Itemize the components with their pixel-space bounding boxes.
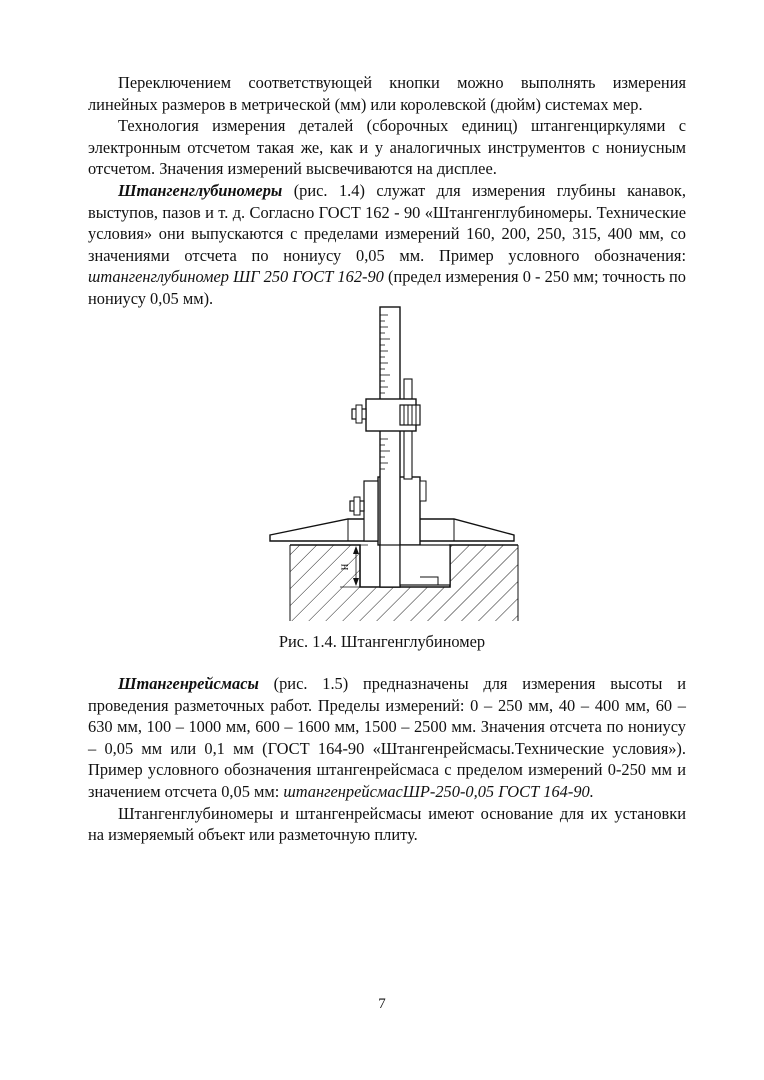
page-number: 7 xyxy=(378,996,386,1012)
text-block-bottom xyxy=(88,673,686,846)
text-block-top xyxy=(88,72,686,310)
term-height-gauges: Штангенрейсмасы xyxy=(118,674,259,693)
depth-gauges-text: (рис. 1.4) служат для измерения глубины канавок, выступов, пазов и т. д. Согласно ГОСТ 162 - 90 «Штангенглубиномеры. Технические условия» они выпускаются с пределами измерений 160, 200, 250, 315, 400 мм, со значениями отсчета по нониусу 0,05 мм. Пример условного обозначения: xyxy=(88,180,686,265)
paragraph-depth-gauges xyxy=(88,180,686,310)
upper-lock-screw-head xyxy=(356,405,362,423)
height-gauge-designation: штангенрейсмасШР-250-0,05 ГОСТ 164-90. xyxy=(283,781,594,801)
fine-feed-wheel xyxy=(400,405,420,425)
paragraph-electronic-calipers: Технология измерения деталей (сборочных единиц) штангенциркулями с электронным отсчетом такая же, как и у аналогичных инструментов с нониусным отсчетом. Значения измерений высвечиваются на дисплее. xyxy=(88,116,686,179)
depth-gauges-tail: (предел измерения 0 - 250 мм; точность по нониусу 0,05 мм). xyxy=(88,267,686,308)
paragraph-switch-units: Переключением соответствующей кнопки можно выполнять измерения линейных размеров в метрической (мм) или королевской (дюйм) системах мер. xyxy=(88,73,686,114)
paragraph-height-gauges xyxy=(88,673,686,803)
lower-lock-screw-head xyxy=(354,497,360,515)
depth-gauge-figure xyxy=(268,305,520,627)
vernier-side-knob xyxy=(420,481,426,501)
height-gauges-text: (рис. 1.5) предназначены для измерения высоты и проведения разметочных работ. Пределы измерений: 0 – 250 мм, 40 – 400 мм, 60 – 630 мм, 100 – 1000 мм, 600 – 1600 мм, 1500 – 2500 мм. Значения отсчета по нониусу – 0,05 мм или 0,1 мм (ГОСТ 164-90 «Штангенрейсмасы.Технические условия»). Пример условного обозначения штангенрейсмаса с пределом измерений 0-250 мм и значением отсчета 0,05 мм: xyxy=(88,674,686,801)
vernier-side-plate xyxy=(364,481,378,541)
beam-tip xyxy=(380,545,400,587)
groove-cavity xyxy=(400,545,450,585)
depth-gauge-designation: штангенглубиномер ШГ 250 ГОСТ 162-90 xyxy=(88,267,384,287)
dimension-label: H xyxy=(340,563,350,571)
paragraph-gauge-base: Штангенглубиномеры и штангенрейсмасы имеют основание для их установки на измеряемый объект или разметочную плиту. xyxy=(88,803,686,845)
figure-caption: Рис. 1.4. Штангенглубиномер xyxy=(278,632,486,651)
depth-gauge-drawing xyxy=(268,305,520,627)
term-depth-gauges: Штангенглубиномеры xyxy=(118,180,283,200)
